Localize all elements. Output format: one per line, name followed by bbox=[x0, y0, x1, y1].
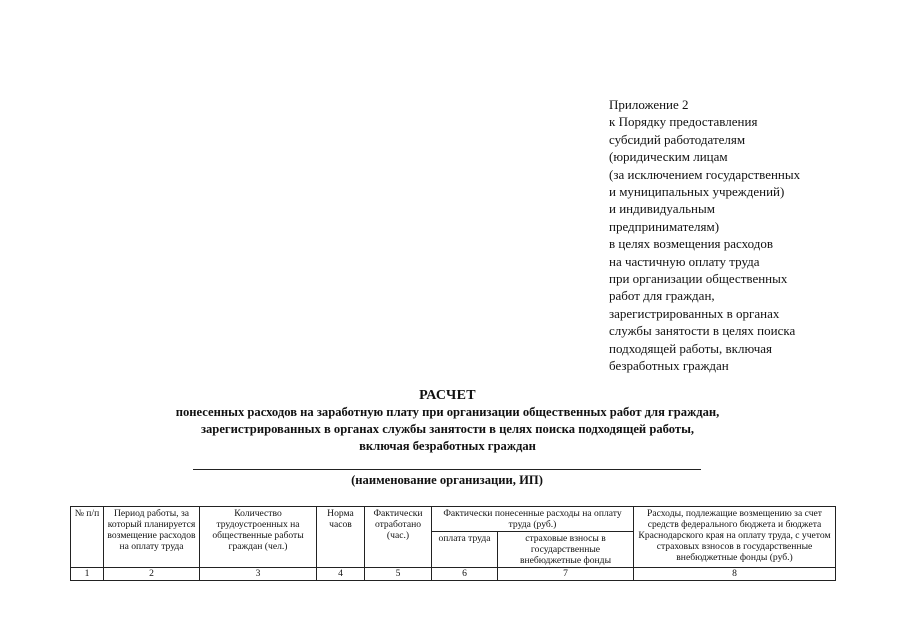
appendix-line: работ для граждан, bbox=[609, 288, 715, 304]
appendix-line: и индивидуальным bbox=[609, 201, 715, 217]
title-line: включая безработных граждан bbox=[359, 439, 536, 453]
table-header-row bbox=[71, 507, 836, 532]
appendix-line: подходящей работы, включая bbox=[609, 340, 772, 356]
column-number-cell: 4 bbox=[317, 568, 365, 581]
header-insurance-contributions: страховые взносы в государственные внебюджетные фонды bbox=[498, 532, 634, 568]
column-number-cell: 5 bbox=[365, 568, 432, 581]
organization-name-caption: (наименование организации, ИП) bbox=[351, 473, 543, 487]
header-wages: оплата труда bbox=[432, 532, 498, 568]
header-hours-worked: Фактически отработано (час.) bbox=[365, 507, 432, 568]
header-employed-count: Количество трудоустроенных на общественные работы граждан (чел.) bbox=[200, 507, 317, 568]
title-line: зарегистрированных в органах службы занятости в целях поиска подходящей работы, bbox=[200, 422, 695, 436]
column-number-cell: 3 bbox=[200, 568, 317, 581]
header-reimbursable-expenses: Расходы, подлежащие возмещению за счет средств федерального бюджета и бюджета Краснодарского края на оплату труда, с учетом страховых взносов в государственные внебюджетные фонды (руб.) bbox=[634, 507, 836, 568]
appendix-line: в целях возмещения расходов bbox=[609, 236, 774, 252]
column-number-cell: 7 bbox=[498, 568, 634, 581]
calculation-table bbox=[70, 506, 836, 581]
column-number-cell: 6 bbox=[432, 568, 498, 581]
document-title bbox=[60, 387, 835, 455]
header-actual-expenses: Фактически понесенные расходы на оплату труда (руб.) bbox=[432, 507, 634, 532]
appendix-note bbox=[609, 96, 859, 375]
header-hours-norm: Норма часов bbox=[317, 507, 365, 568]
appendix-line: при организации общественных bbox=[609, 271, 788, 287]
appendix-line: службы занятости в целях поиска bbox=[609, 323, 796, 339]
appendix-line: к Порядку предоставления bbox=[609, 114, 758, 130]
appendix-line: субсидий работодателям bbox=[609, 131, 746, 147]
column-number-cell: 8 bbox=[634, 568, 836, 581]
header-row-number: № п/п bbox=[71, 507, 104, 568]
column-number-cell: 2 bbox=[104, 568, 200, 581]
column-number-row bbox=[71, 568, 836, 581]
header-work-period: Период работы, за который планируется возмещение расходов на оплату труда bbox=[104, 507, 200, 568]
appendix-line: и муниципальных учреждений) bbox=[609, 184, 785, 200]
appendix-line: зарегистрированных в органах bbox=[609, 305, 780, 321]
appendix-line: на частичную оплату труда bbox=[609, 253, 760, 269]
appendix-line: Приложение 2 bbox=[609, 97, 689, 112]
appendix-line: безработных граждан bbox=[609, 358, 729, 374]
column-number-cell: 1 bbox=[71, 568, 104, 581]
appendix-line: (юридическим лицам bbox=[609, 149, 728, 165]
appendix-line: (за исключением государственных bbox=[609, 166, 801, 182]
appendix-line: предпринимателям) bbox=[609, 218, 720, 234]
title-line: понесенных расходов на заработную плату при организации общественных работ для граждан, bbox=[175, 405, 720, 419]
organization-name-blank-line bbox=[193, 469, 701, 470]
title-main: РАСЧЕТ bbox=[419, 388, 476, 403]
